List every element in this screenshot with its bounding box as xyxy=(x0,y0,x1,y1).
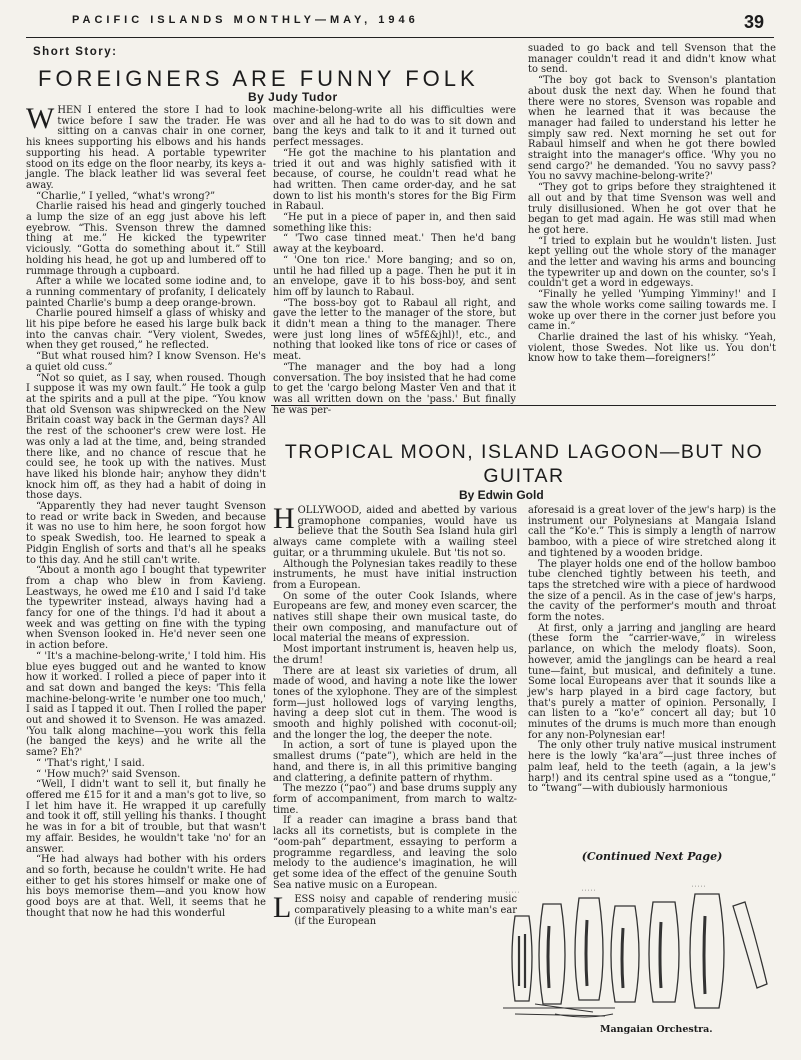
paragraph: “Apparently they had never taught Svenson to read or write back in Sweden, and because it was no use to him here, he soon forgot how to speak Swedish, too. He learned to speak a Pidgin English of sorts and that's all he speaks to this day. And he still can't write. xyxy=(26,501,266,566)
paragraph: WHEN I entered the store I had to look twice before I saw the trader. He was sitting on a canvas chair in one corner, his knees supporting his elbows and his hands supporting his head. A portable typewriter stood on its edge on the floor nearby, its keys a-jangle. The black leather lid was several feet away. xyxy=(26,102,266,191)
paragraph: Charlie drained the last of his whisky. “Yeah, violent, those Swedes. Not like us. You don't know how to take them—foreigners!” xyxy=(528,331,776,365)
story-kicker: Short Story: xyxy=(33,46,118,58)
paragraph: LESS noisy and capable of rendering music comparatively pleasing to a white man's ear (if the European xyxy=(273,891,517,927)
story2-column-2 xyxy=(528,506,776,854)
paragraph: “But what roused him? I know Svenson. He's a quiet old cuss.” xyxy=(26,351,266,373)
paragraph: There are at least six varieties of drum, all made of wood, and having a note like the lower tones of the xylophone. They are of the simplest form—just hollowed logs of varying lengths, having a deep slot cut in them. The wood is smooth and highly polished with coconut-oil; and the longer the log, the deeper the note. xyxy=(273,665,517,741)
story1-column-1 xyxy=(26,102,266,1030)
paragraph: At first, only a jarring and jangling are heard (these form the “carrier-wave,” in wireless parlance, on which the melody floats). Soon, however, amid the janglings can be heard a real tune—faint, but musical, and definitely a tune. Some local Europeans aver that it sounds like a jew's harp played in a bird cage factory, but that's purely a matter of opinion. Personally, I can listen to a “ko'e” concert all day; but 10 minutes of the drums is much more than enough for any non-Polynesian ear! xyxy=(528,622,776,741)
paragraph: Although the Polynesian takes readily to these instruments, he must have initial instruction from a European. xyxy=(273,558,517,591)
paragraph: “Well, I didn't want to sell it, but finally he offered me £15 for it and a man's got to live, so I let him have it. He wrapped it up carefully and took it off, still yelling his thanks. I thought he was in for a bit of trouble, but that wasn't my affair. Besides, he wouldn't take 'no' for an answer. xyxy=(26,779,266,855)
paragraph: “ 'It's a machine-belong-write,' I told him. His blue eyes bugged out and he wanted to know how it worked. I rolled a piece of paper into it and sat down and banged the keys: 'This fella machine-belong-write 'e number one too much,' I said as I tapped it out. Then I rolled the paper out and showed it to Svenson. He was amazed. 'You talk along machine—you work this fella (he banged the keys) and he write all the same? Eh?' xyxy=(26,650,266,759)
paragraph: If a reader can imagine a brass band that lacks all its cornetists, but is complete in the “oom-pah” department, essaying to perform a programme regardless, and leaving the solo melody to the audience's imagination, he will get some idea of the effect of the genuine South Sea native music on a European. xyxy=(273,815,517,891)
paragraph: On some of the outer Cook Islands, where Europeans are few, and money even scarcer, the natives still shape their own musical taste, do their own composing, and manufacture out of local material the means of expression. xyxy=(273,590,517,645)
drop-cap: W xyxy=(26,102,55,135)
story2-column-1 xyxy=(273,502,517,1028)
paragraph: Most important instrument is, heaven help us, the drum! xyxy=(273,644,517,666)
paragraph: “Charlie,” I yelled, “what's wrong?” xyxy=(36,190,216,202)
masthead: PACIFIC ISLANDS MONTHLY—MAY, 1946 xyxy=(72,14,419,26)
paragraph: “He got the machine to his plantation and tried it out and was highly satisfied with it because, of course, he couldn't read what he had written. Then came order-day, and he sat down to list his month's stores for the Big Firm in Rabaul. xyxy=(273,147,516,213)
story2-byline: By Edwin Gold xyxy=(459,488,544,502)
svg-text:·····: ····· xyxy=(505,890,521,896)
paragraph: HOLLYWOOD, aided and abetted by various gramophone companies, would have us believe that the South Sea Island hula girl always came complete with a wailing steel guitar, or a thrumming ukulele. But 'tis not so. xyxy=(273,502,517,559)
paragraph: The mezzo (“pao”) and base drums supply any form of accompaniment, from march to waltz-time. xyxy=(273,783,517,816)
continued-note: (Continued Next Page) xyxy=(581,850,723,863)
drop-cap: L xyxy=(273,891,292,925)
svg-text:·····: ····· xyxy=(691,884,707,890)
paragraph: “The boss-boy got to Rabaul all right, and gave the letter to the manager of the store, but it didn't mean a thing to the manager. There were just long lines of w5f£&jhl)!, etc., and nothing that looked like tons of rice or cases of meat. xyxy=(273,297,516,363)
story1-title: FOREIGNERS ARE FUNNY FOLK xyxy=(38,66,479,91)
paragraph: suaded to go back and tell Svenson that the manager couldn't read it and didn't know what to send. xyxy=(528,43,776,76)
paragraph: “He put in a piece of paper in, and then said something like this: xyxy=(273,212,516,234)
paragraph: The only other truly native musical instrument here is the lowly “ka'ara”—just three inches of palm leaf, held to the teeth (again, a la jew's harp!) and its central spine used as a “tongue,” to “twang”—with dubiously harmonious xyxy=(528,740,776,795)
photo-caption: Mangaian Orchestra. xyxy=(600,1024,713,1035)
paragraph: In action, a sort of tune is played upon the smallest drums (“pate”), which are held in the hand, and there is, in all this primitive banging and clattering, a definite pattern of rhythm. xyxy=(273,740,517,784)
paragraph: “The boy got back to Svenson's plantation about dusk the next day. When he found that there were no stores, Svenson was ropable and when he learned that it was because the manager had failed to understand his letter he simply saw red. Next morning he set out for Rabaul himself and when he got there bowled straight into the manager's office. 'Why you no send cargo?' he demanded. 'You no savvy pass? You no savvy machine-belong-write?' xyxy=(528,75,776,183)
paragraph: “ 'That's right,' I said. xyxy=(36,757,145,769)
story1-column-3 xyxy=(528,44,776,430)
paragraph: “The manager and the boy had a long conversation. The boy insisted that he had come to get the 'cargo belong Master Ven and that it was all written down on the 'pass.' But finally he was per- xyxy=(273,361,516,416)
story1-column-2 xyxy=(273,105,516,416)
paragraph: “ 'One ton rice.' More banging; and so on, until he had filled up a page. Then he put it in an envelope, gave it to his boss-boy, and sent him off by launch to Rabaul. xyxy=(273,254,516,298)
paragraph: “ 'How much?' said Svenson. xyxy=(36,768,181,780)
story-divider xyxy=(271,405,776,406)
paragraph: “ 'Two case tinned meat.' Then he'd bang away at the keyboard. xyxy=(273,233,516,256)
paragraph: The player holds one end of the hollow bamboo tube clenched tightly between his teeth, and taps the stretched wire with a piece of hardwood the size of a pencil. As in the case of jew's harps, the cavity of the performer's mouth and throat form the notes. xyxy=(528,558,776,624)
story2-title: TROPICAL MOON, ISLAND LAGOON—BUT NO GUITAR xyxy=(284,441,764,487)
paragraph: “He had always had bother with his orders and so forth, because he couldn't write. He had either to get his stores himself or make one of his boys memorise them—and you know how good boys are at that. Well, it seems that he thought that now he had this wonderful xyxy=(26,854,266,919)
orchestra-illustration xyxy=(495,876,777,1024)
paragraph: After a while we located some iodine and, to a running commentary of profanity, I delicately painted Charlie's bump a deep orange-brown. xyxy=(26,276,266,309)
paragraph: “They got to grips before they straightened it all out and by that time Svenson was well and truly disillusioned. When he got over that he began to get mad again. He was still mad when he got here. xyxy=(528,182,776,236)
header-rule xyxy=(26,37,774,38)
svg-text:·····: ····· xyxy=(581,888,597,894)
paragraph: “Finally he yelled 'Yumping Yimminy!' and I saw the whole works come sailing towards me. I woke up over there in the corner just before you came in.” xyxy=(528,289,776,333)
drums-drawing xyxy=(495,876,777,1024)
paragraph: “Not so quiet, as I say, when roused. Though I suppose it was my own fault.” He took a gulp at the spirits and a pull at the pipe. “You know that old Svenson was shipwrecked on the New Britain coast way back in the German days? All the rest of the schooner's crew were lost. He was only a lad at the time, and, being stranded there like, and no chance of rescue that he could see, he took up with the natives. Must have liked his blonde hair; anyhow they didn't knock him off, as they had a habit of doing in those days. xyxy=(26,372,266,502)
paragraph: Charlie poured himself a glass of whisky and lit his pipe before he eased his large bulk back into the canvas chair. “Very violent, Swedes, when they get roused,” he reflected. xyxy=(26,308,266,352)
drop-cap: H xyxy=(273,502,295,535)
paragraph: aforesaid is a great lover of the jew's harp) is the instrument our Polynesians at Mangaia Island call the “Ko'e.” This is simply a length of narrow bamboo, with a piece of wire stretched along it and tightened by a wooden bridge. xyxy=(528,505,776,559)
paragraph: “I tried to explain but he wouldn't listen. Just kept yelling out the whole story of the manager and the letter and waving his arms and bouncing the typewriter up and down on the counter, so's I couldn't get a word in edgeways. xyxy=(528,235,776,290)
page-number: 39 xyxy=(744,12,765,32)
paragraph: “About a month ago I bought that typewriter from a chap who blew in from Kavieng. Leastways, he owed me £10 and I said I'd take the typewriter instead, always having had a fancy for one of the things. I'd had it about a week and was getting on fine with the typing when Svenson looked in. He'd never seen one in action before. xyxy=(26,565,266,652)
story1-byline: By Judy Tudor xyxy=(248,90,338,104)
paragraph: Charlie raised his head and gingerly touched a lump the size of an egg just above his left eyebrow. “This. Svenson threw the damned thing at me.” He kicked the typewriter viciously. “Gotta do something about it.” Still holding his head, he got up and lumbered off to rummage through a cupboard. xyxy=(26,201,266,277)
page-header xyxy=(0,12,801,34)
paragraph: machine-belong-write all his difficulties were over and all he had to do was to sit down and bang the keys and talk to it and it turned out perfect messages. xyxy=(273,105,516,149)
